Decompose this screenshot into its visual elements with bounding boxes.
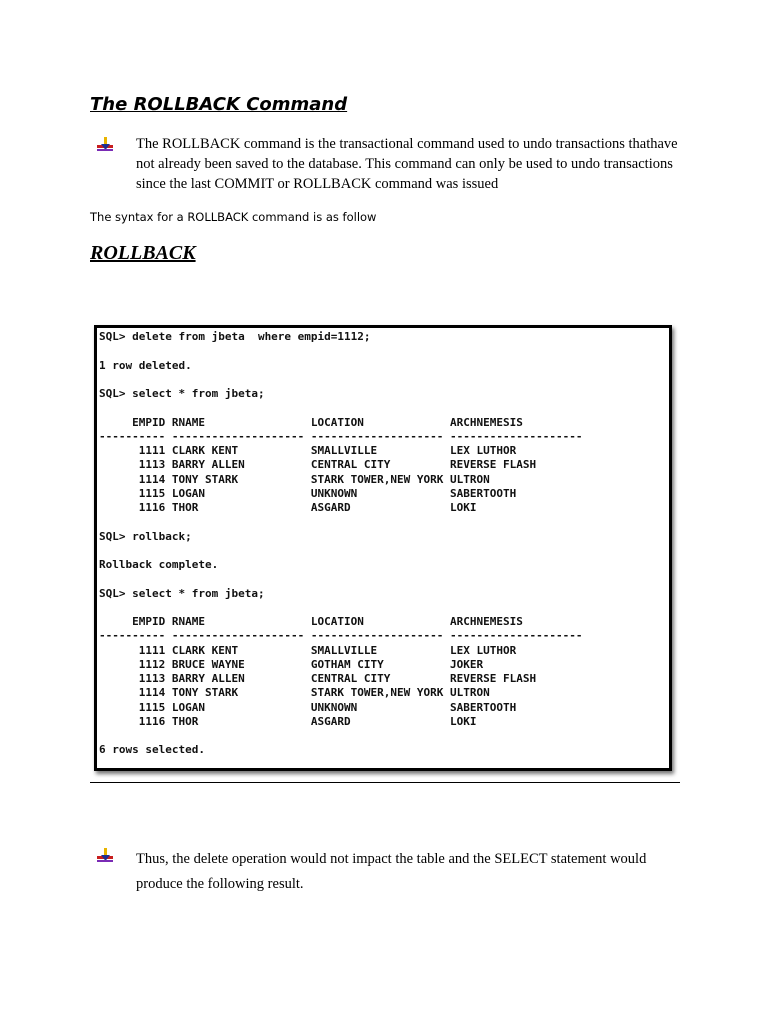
bullet-arrow-icon bbox=[94, 846, 120, 866]
console-line bbox=[99, 572, 669, 586]
console-line bbox=[99, 601, 669, 615]
console-line: EMPID RNAME LOCATION ARCHNEMESIS bbox=[99, 615, 523, 628]
console-line: SQL> rollback; bbox=[99, 529, 192, 543]
conclusion-line-1: Thus, the delete operation would not impact the table and the SELECT statement would bbox=[136, 851, 647, 867]
console-line bbox=[99, 729, 669, 743]
console-line: 1 row deleted. bbox=[99, 358, 192, 372]
console-line: 1112 BRUCE WAYNE GOTHAM CITY JOKER bbox=[99, 657, 484, 671]
console-line: ---------- -------------------- -------------------- -------------------- bbox=[99, 429, 583, 443]
bullet-arrow-icon bbox=[94, 135, 120, 155]
console-line bbox=[99, 373, 669, 387]
console-output bbox=[97, 328, 669, 758]
console-line: 1113 BARRY ALLEN CENTRAL CITY REVERSE FLASH bbox=[99, 672, 537, 685]
divider-line bbox=[90, 782, 680, 783]
console-line: 1113 BARRY ALLEN CENTRAL CITY REVERSE FLASH bbox=[99, 458, 537, 472]
sql-console-screenshot bbox=[94, 325, 672, 771]
console-line: 1116 THOR ASGARD LOKI bbox=[99, 714, 477, 728]
console-line bbox=[99, 401, 669, 415]
console-line: 1114 TONY STARK STARK TOWER,NEW YORK ULTRON bbox=[99, 686, 490, 700]
section-heading: The ROLLBACK Command bbox=[90, 94, 348, 115]
rollback-title: ROLLBACK bbox=[90, 242, 196, 264]
console-line: SQL> select * from jbeta; bbox=[99, 586, 265, 600]
console-line: 1116 THOR ASGARD LOKI bbox=[99, 501, 477, 514]
conclusion-paragraph bbox=[136, 847, 696, 897]
console-line bbox=[99, 515, 669, 529]
console-line: ---------- -------------------- -------------------- -------------------- bbox=[99, 629, 583, 643]
syntax-note: The syntax for a ROLLBACK command is as follow bbox=[90, 210, 377, 224]
console-line: 6 rows selected. bbox=[99, 743, 205, 757]
intro-paragraph: The ROLLBACK command is the transactional command used to undo transactions thathave not already been saved to the database. This command can only be used to undo transactions since the last COMMIT or ROLLBACK command was issued bbox=[136, 136, 678, 192]
conclusion-line-2: produce the following result. bbox=[136, 876, 304, 892]
console-line bbox=[99, 344, 669, 358]
console-line: Rollback complete. bbox=[99, 558, 219, 571]
console-line: EMPID RNAME LOCATION ARCHNEMESIS bbox=[99, 415, 523, 429]
console-line: 1111 CLARK KENT SMALLVILLE LEX LUTHOR bbox=[99, 643, 517, 657]
console-line: 1114 TONY STARK STARK TOWER,NEW YORK ULTRON bbox=[99, 472, 490, 486]
console-line bbox=[99, 544, 669, 558]
console-line: 1111 CLARK KENT SMALLVILLE LEX LUTHOR bbox=[99, 444, 517, 457]
console-line: 1115 LOGAN UNKNOWN SABERTOOTH bbox=[99, 700, 517, 714]
console-line: SQL> select * from jbeta; bbox=[99, 387, 265, 400]
console-line: 1115 LOGAN UNKNOWN SABERTOOTH bbox=[99, 486, 517, 500]
console-line: SQL> delete from jbeta where empid=1112; bbox=[99, 330, 371, 343]
